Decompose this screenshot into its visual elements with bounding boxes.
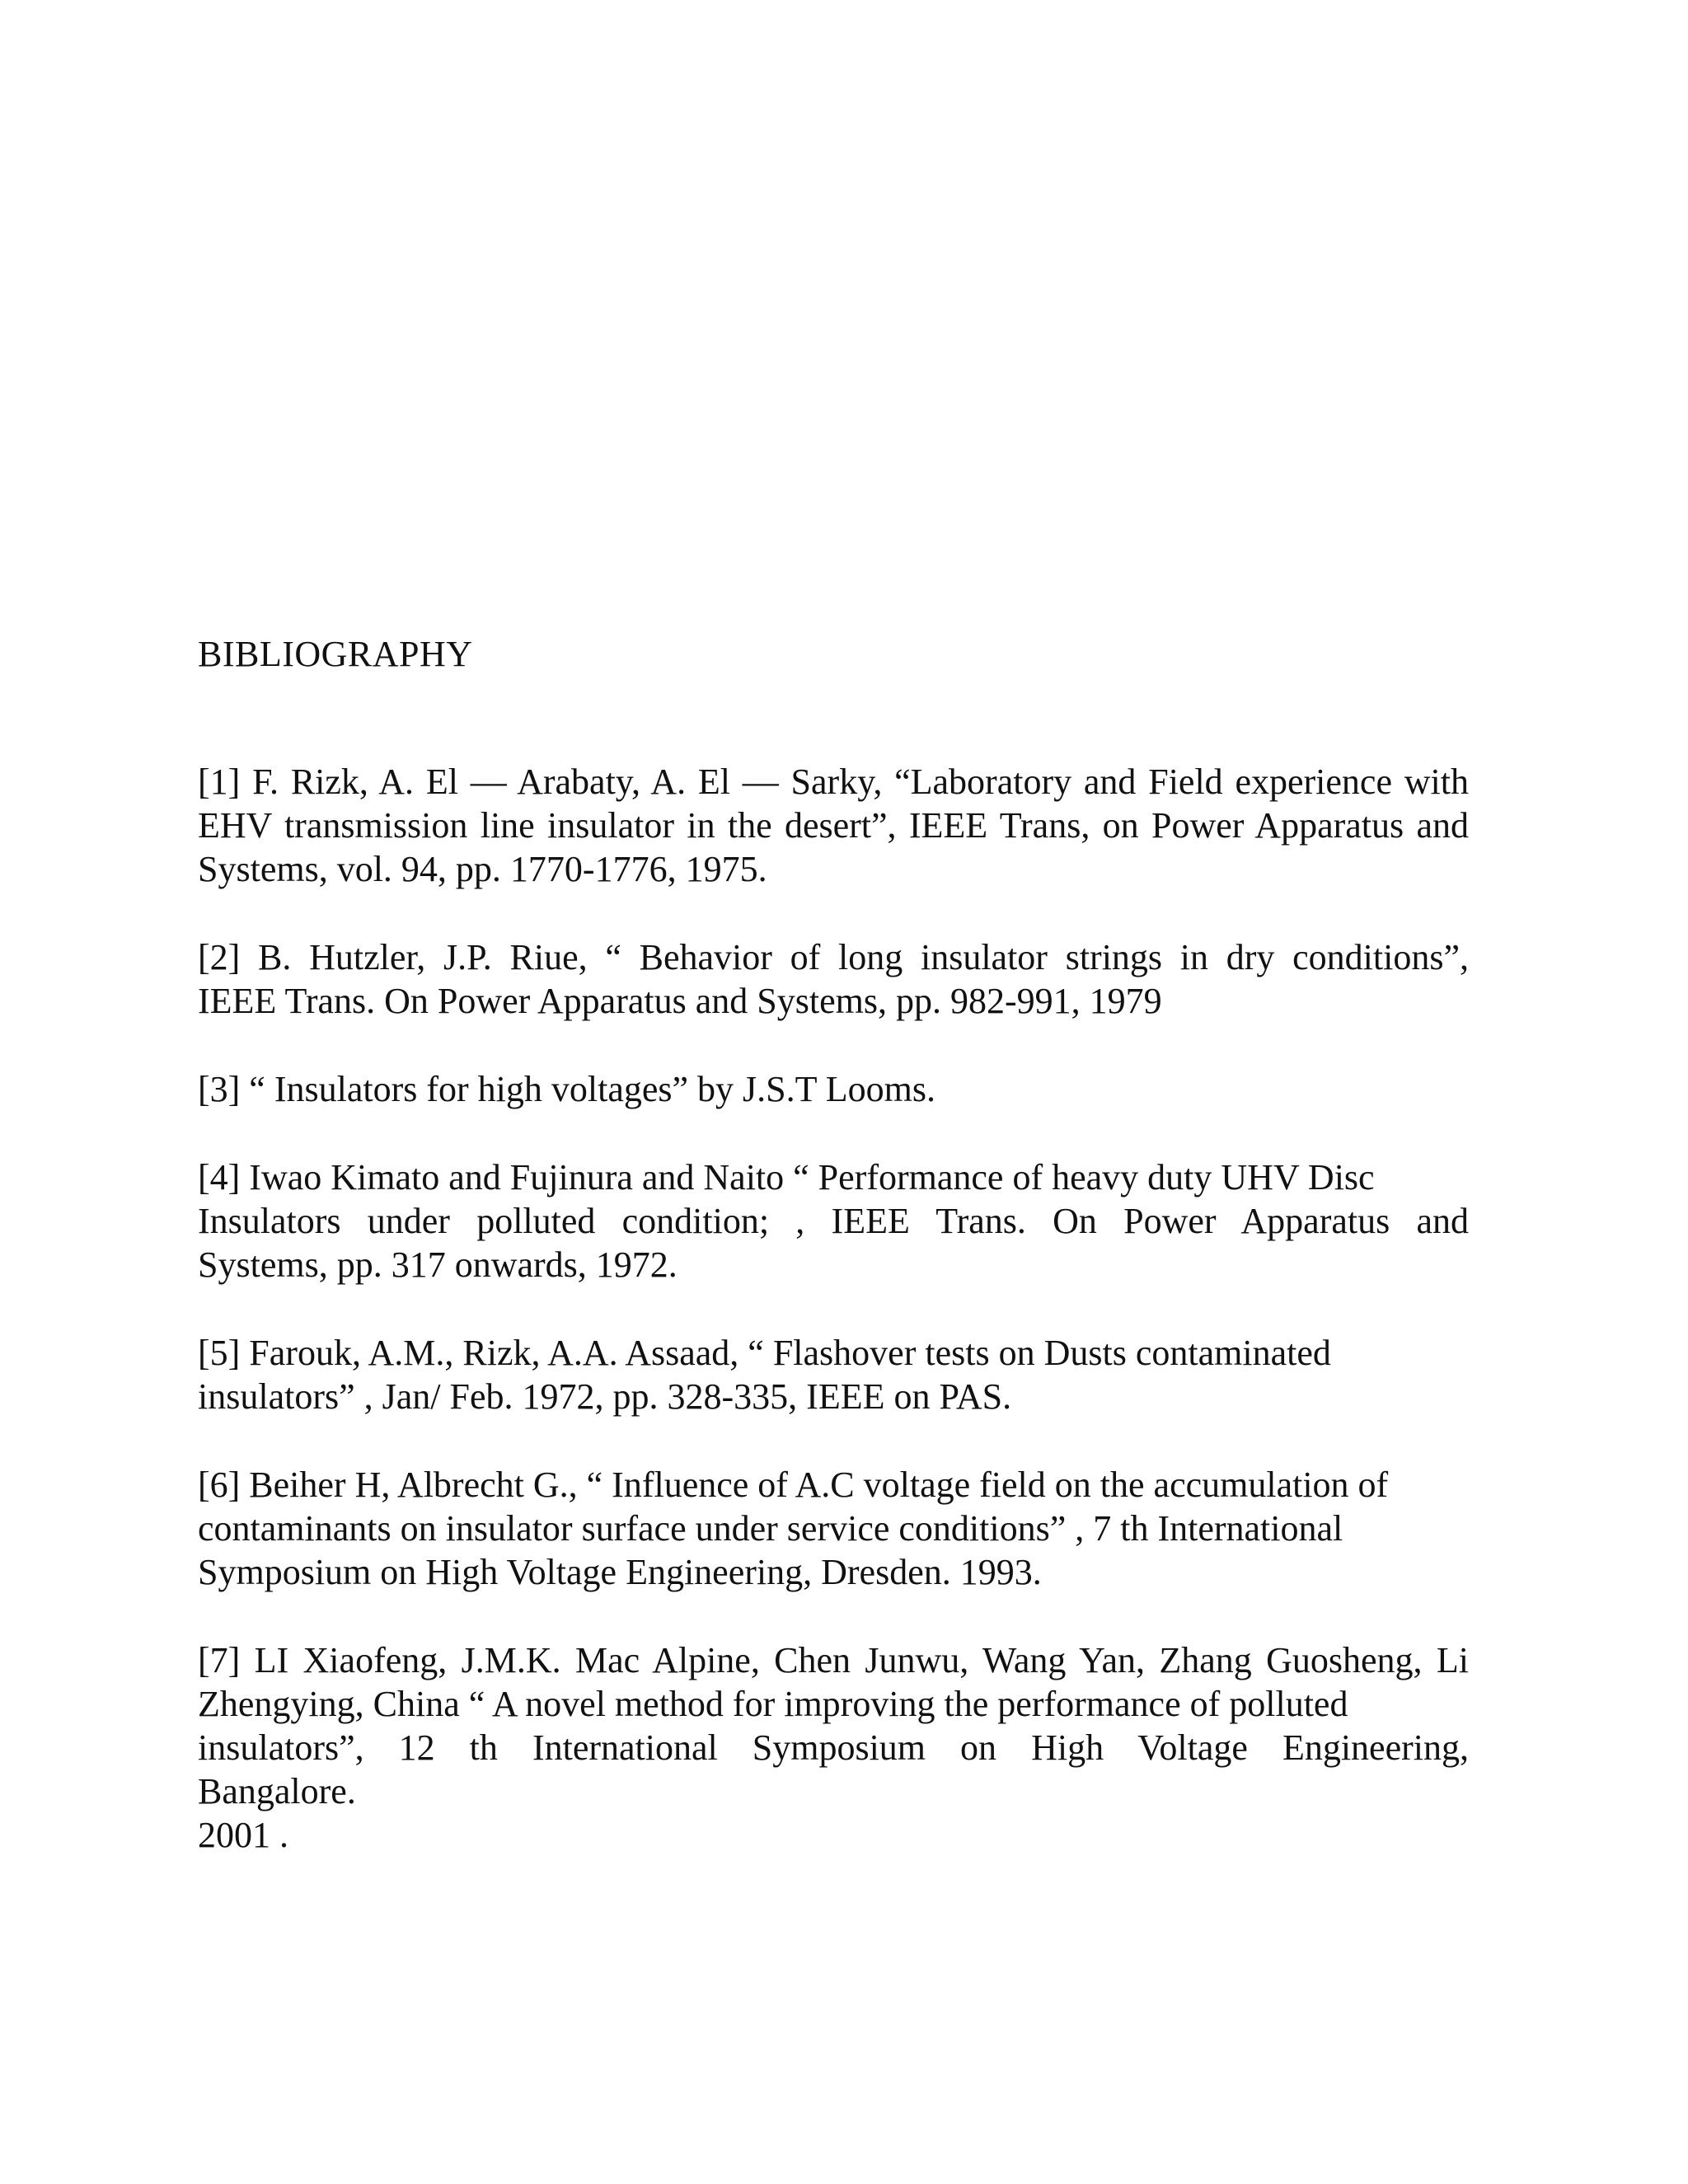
reference-line: [7] LI Xiaofeng, J.M.K. Mac Alpine, Chen Junwu, Wang Yan, Zhang Guosheng, Li xyxy=(198,1640,1469,1680)
reference-item-2 xyxy=(198,935,1469,1023)
reference-item-7 xyxy=(198,1638,1469,1857)
reference-item-3 xyxy=(198,1067,1469,1111)
reference-line: [3] “ Insulators for high voltages” by J.S.T Looms. xyxy=(198,1069,935,1109)
reference-line: contaminants on insulator surface under service conditions” , 7 th International xyxy=(198,1508,1343,1549)
reference-line: insulators”, 12 th International Symposium on High Voltage Engineering, xyxy=(198,1727,1469,1768)
reference-item-4 xyxy=(198,1155,1469,1286)
reference-line: Bangalore. xyxy=(198,1771,356,1811)
reference-line: [2] B. Hutzler, J.P. Riue, “ Behavior of long insulator strings in dry conditions”, xyxy=(198,937,1469,977)
reference-line: Systems, vol. 94, pp. 1770-1776, 1975. xyxy=(198,849,767,889)
reference-line: Systems, pp. 317 onwards, 1972. xyxy=(198,1244,678,1285)
reference-line: EHV transmission line insulator in the desert”, IEEE Trans, on Power Apparatus and xyxy=(198,805,1469,846)
reference-line: 2001 . xyxy=(198,1815,288,1855)
reference-item-1 xyxy=(198,760,1469,891)
reference-line: [1] F. Rizk, A. El — Arabaty, A. El — Sarky, “Laboratory and Field experience with xyxy=(198,762,1469,802)
reference-line: [6] Beiher H, Albrecht G., “ Influence of A.C voltage field on the accumulation of xyxy=(198,1465,1389,1505)
page-title: BIBLIOGRAPHY xyxy=(198,634,473,674)
reference-list xyxy=(198,760,1469,1901)
reference-line: [4] Iwao Kimato and Fujinura and Naito “ Performance of heavy duty UHV Disc xyxy=(198,1157,1375,1197)
reference-item-6 xyxy=(198,1463,1469,1594)
reference-line: Zhengying, China “ A novel method for improving the performance of polluted xyxy=(198,1684,1348,1724)
reference-item-5 xyxy=(198,1331,1469,1418)
reference-line: Symposium on High Voltage Engineering, Dresden. 1993. xyxy=(198,1552,1042,1592)
reference-line: Insulators under polluted condition; , IEEE Trans. On Power Apparatus and xyxy=(198,1201,1469,1241)
reference-line: [5] Farouk, A.M., Rizk, A.A. Assaad, “ Flashover tests on Dusts contaminated xyxy=(198,1333,1331,1373)
reference-line: insulators” , Jan/ Feb. 1972, pp. 328-335, IEEE on PAS. xyxy=(198,1376,1012,1417)
reference-line: IEEE Trans. On Power Apparatus and Systems, pp. 982-991, 1979 xyxy=(198,981,1162,1021)
